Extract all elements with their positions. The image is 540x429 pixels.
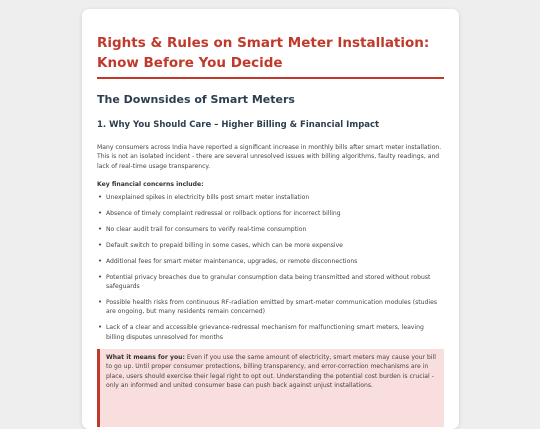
article-card [82,9,459,429]
intro-paragraph: Many consumers across India have reported a significant increase in monthly bills after smart meter installation. This is not an isolated incident - there are several unresolved issues with billing algorithms, faulty readings, and lack of real-time usage transparency. [97,144,442,170]
subsection-heading: 1. Why You Should Care – Higher Billing & Financial Impact [97,120,380,130]
list-item: • No clear audit trail for consumers to verify real-time consumption [97,225,444,234]
concerns-heading: Key financial concerns include: [97,181,204,189]
page-title: Rights & Rules on Smart Meter Installation: Know Before You Decide [97,35,430,71]
title-divider [97,77,444,79]
callout-text: Even if you use the same amount of electricity, smart meters may cause your bill to go up. Until proper consumer protections, billing transparency, and error-correction mechanisms are in place, users should exercise their legal right to opt out. Understanding the potential cost burden is crucial - only an informed and united consumer base can push back against unjust installations. [106,353,436,389]
list-item: • Lack of a clear and accessible grievance-redressal mechanism for malfunctioning smart meters, leaving billing disputes unresolved for months [97,323,444,342]
concerns-list [97,193,444,342]
callout-label: What it means for you: [106,353,185,361]
list-item: • Additional fees for smart meter maintenance, upgrades, or remote disconnections [97,257,444,266]
list-item: • Potential privacy breaches due to granular consumption data being transmitted and stored without robust safeguards [97,273,444,292]
list-item: • Absence of timely complaint redressal or rollback options for incorrect billing [97,209,444,218]
list-item: • Possible health risks from continuous RF-radiation emitted by smart-meter communication modules (studies are ongoing, but many residents remain concerned) [97,298,444,317]
section-heading: The Downsides of Smart Meters [97,93,295,106]
list-item: • Unexplained spikes in electricity bills post smart meter installation [97,193,444,202]
callout-box [97,349,444,427]
list-item: • Default switch to prepaid billing in some cases, which can be more expensive [97,241,444,250]
